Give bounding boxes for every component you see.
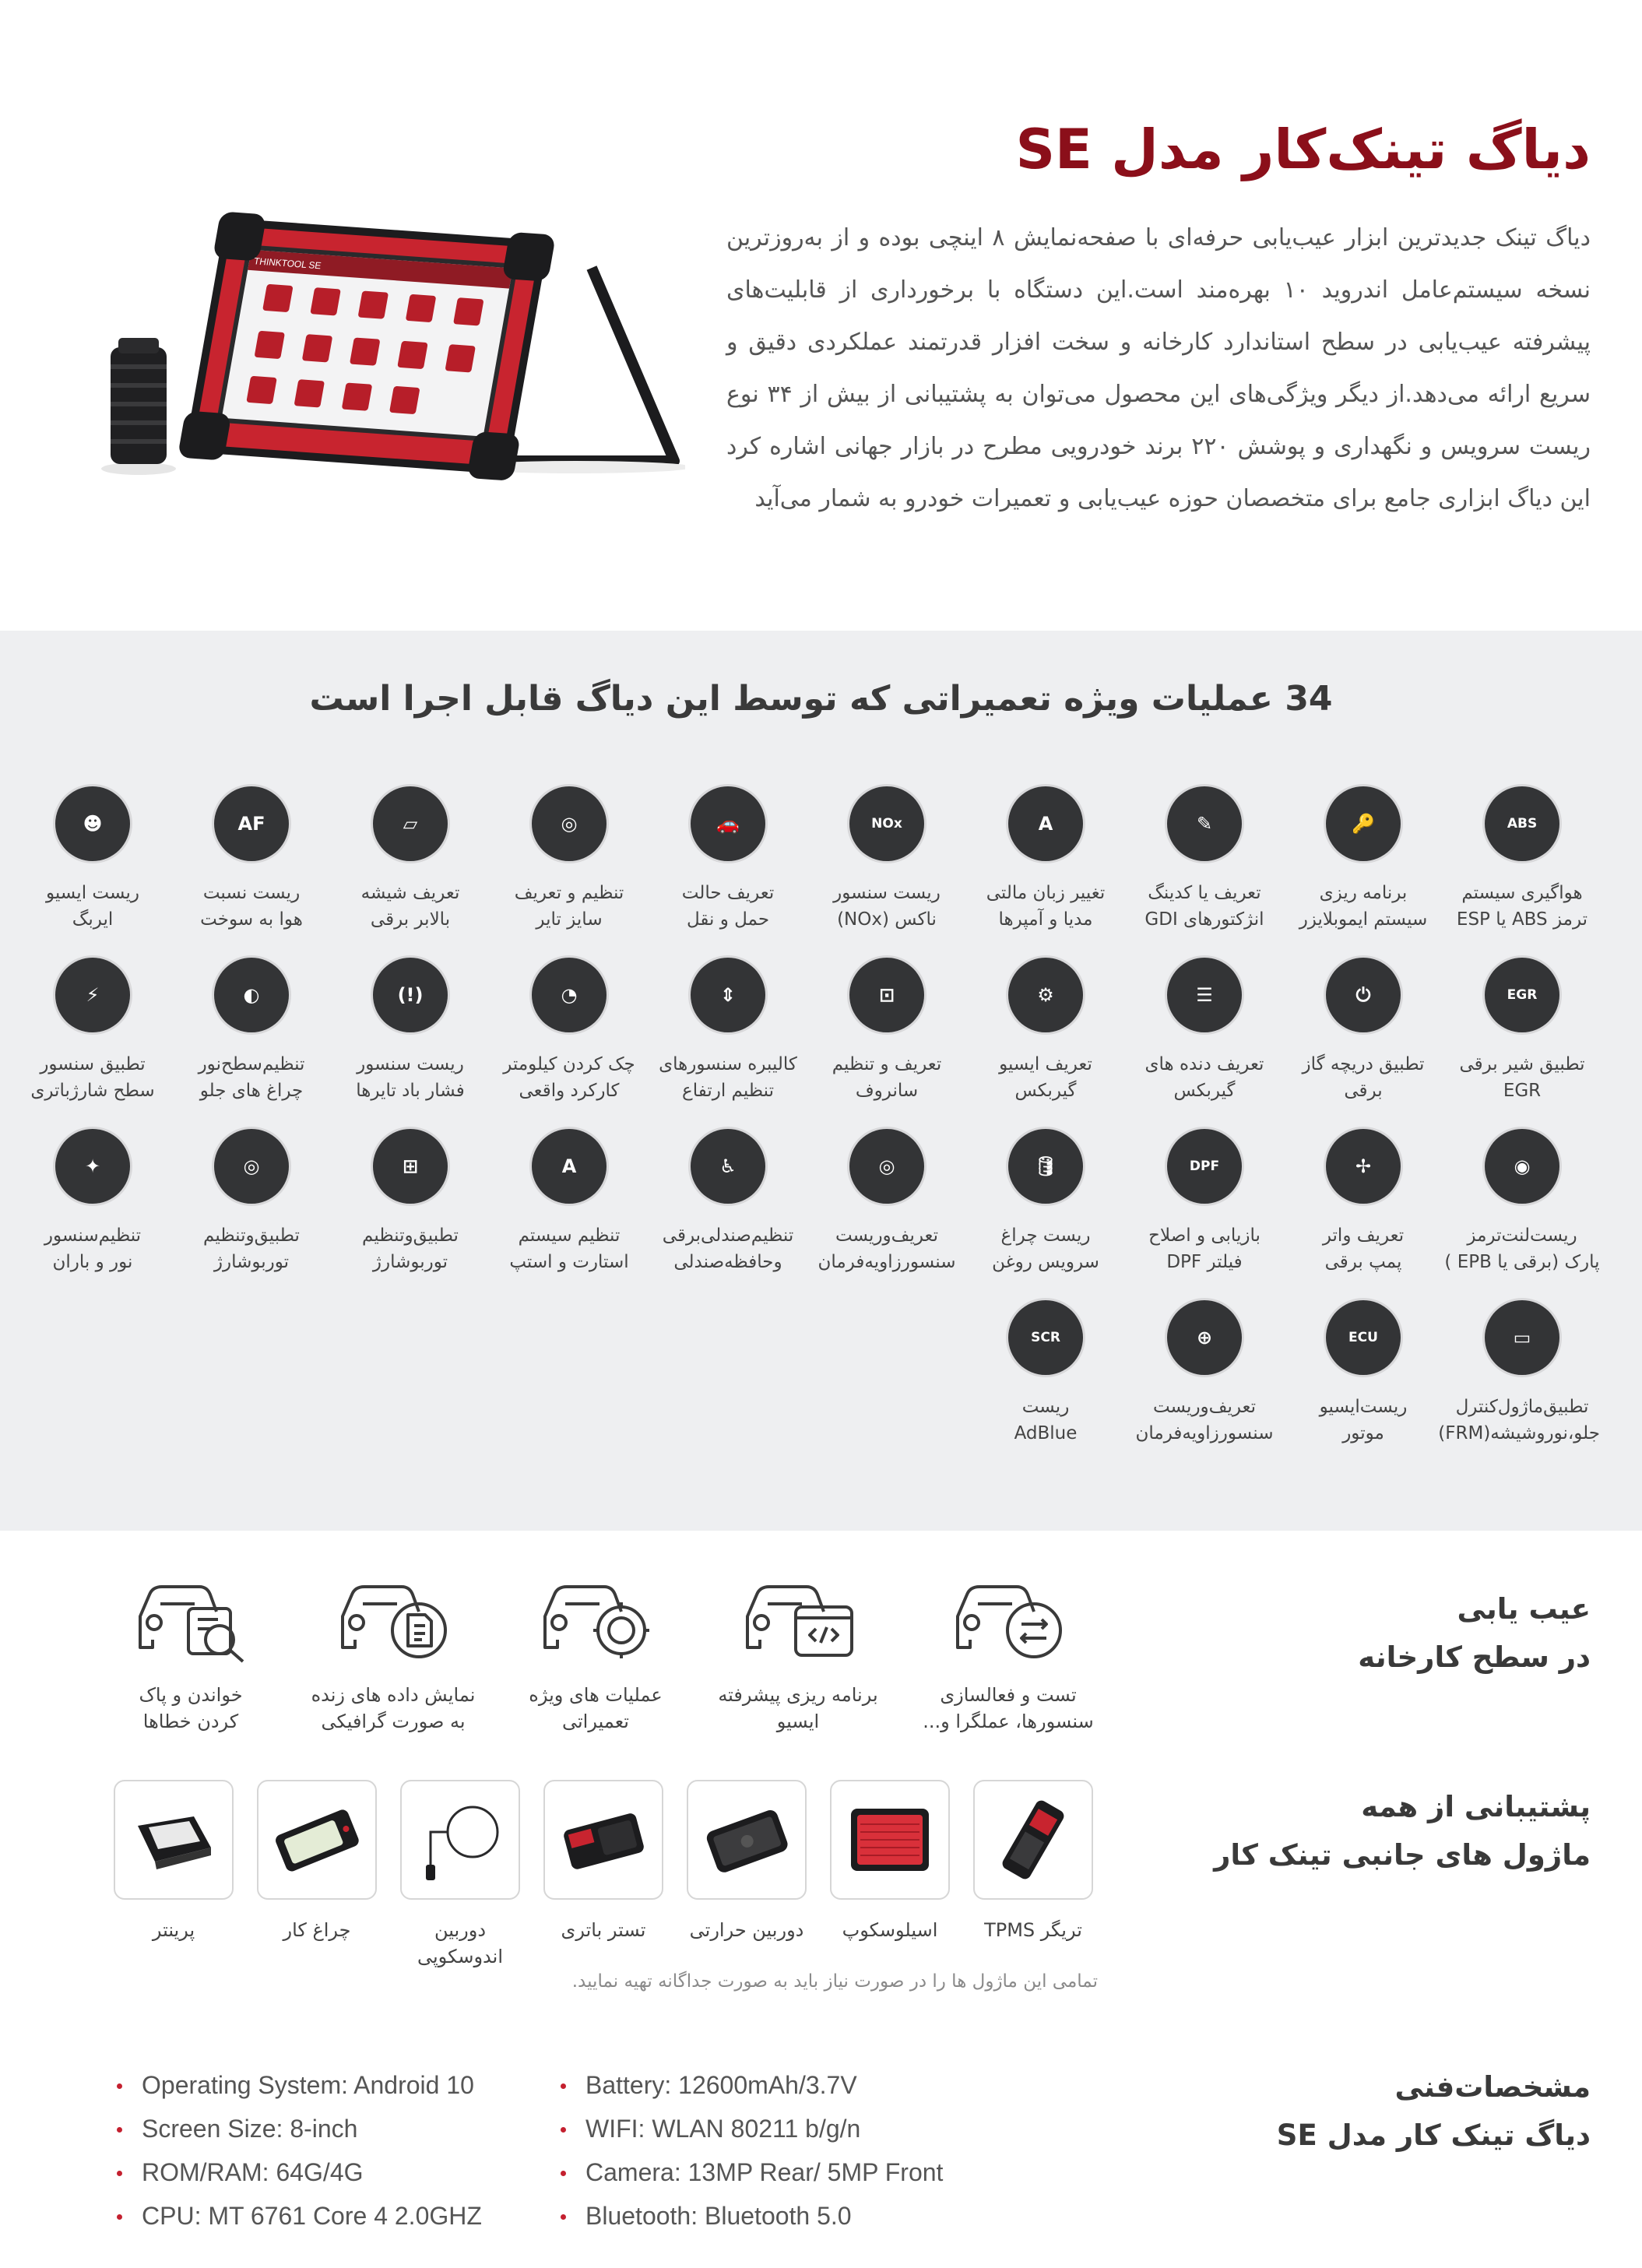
turbo-icon: ⊞	[373, 1129, 448, 1204]
abs-icon: ABS	[1485, 786, 1559, 861]
printer-icon	[127, 1793, 220, 1886]
operation-label: ریست نسبت هوا به سوخت	[200, 883, 303, 930]
egr-icon: EGR	[1485, 958, 1559, 1032]
operation-item	[1125, 958, 1284, 1129]
operations-title: 34 عملیات ویژه تعمیراتی که توسط این دیاگ قابل اجرا است	[309, 679, 1333, 719]
operation-label: تطبیق دریچه گاز برقی	[1302, 1054, 1425, 1101]
product-title: دیاگ تینک‌کار مدل SE	[1015, 118, 1591, 181]
operation-item	[490, 958, 649, 1129]
operation-label: تنظیم‌سطح‌نور چراغ های جلو	[198, 1054, 305, 1101]
diagnosis-features	[93, 1573, 1106, 1752]
operation-label: بازیابی و اصلاح فیلتر DPF	[1148, 1225, 1261, 1272]
operation-label: تطبیق سنسور سطح شارژ‌باتری	[30, 1054, 155, 1101]
operations-grid	[13, 786, 1602, 1472]
module-item	[400, 1780, 520, 1970]
module-item	[257, 1780, 377, 1943]
operation-item	[1443, 958, 1602, 1129]
operation-label: تعریف یا کدینگ انژکتورهای GDI	[1144, 883, 1264, 930]
operations-section	[0, 631, 1642, 1531]
operation-item	[807, 786, 966, 958]
operation-label: ریست‌لنت‌ترمز پارک (برقی یا EPB )	[1444, 1225, 1600, 1272]
module-item	[543, 1780, 663, 1943]
auto-start-stop-icon: A	[532, 1129, 607, 1204]
car-document-icon	[335, 1573, 452, 1665]
water-pump-icon: ✢	[1326, 1129, 1401, 1204]
feature-item	[701, 1573, 895, 1735]
thermal-camera-icon	[700, 1793, 793, 1886]
operation-item	[966, 1300, 1125, 1472]
oscilloscope-icon	[843, 1793, 937, 1886]
operation-label: تنظیم‌صندلی‌برقی و‌حافظه‌صندلی	[662, 1225, 794, 1272]
module-label: تستر باتری	[561, 1919, 646, 1941]
operation-item	[13, 958, 172, 1129]
operation-item	[1438, 1300, 1602, 1472]
operation-label: تنظیم‌سنسور نور و باران	[44, 1225, 142, 1272]
dpf-icon: DPF	[1167, 1129, 1242, 1204]
operation-item	[1125, 1129, 1284, 1300]
operation-item	[172, 958, 331, 1129]
car-actuator-icon	[950, 1573, 1067, 1665]
device-brand: THINKTOOL SE	[253, 255, 322, 272]
operation-item	[13, 786, 172, 958]
operation-item	[966, 958, 1125, 1129]
module-label: پرینتر	[152, 1919, 195, 1941]
gear-shift-icon: ☰	[1167, 958, 1242, 1032]
af-icon: AF	[214, 786, 289, 861]
product-description: دیاگ تینک جدیدترین ابزار عیب‌یابی حرفه‌ای با صفحه‌نمایش ۸ اینچی بوده و از به‌روزترین نسخه سیستم‌عامل اندروید ۱۰ بهره‌مند است.این دستگاه با برخورداری از قابلیت‌های پیشرفته عیب‌یابی در سطح استاندارد کارخانه و سخت افزار قدرتمند عملکردی دقیق و سریع ارائه می‌دهد.از دیگر ویژگی‌های این محصول می‌توان به پشتیبانی از بیش از ۳۴ نوع ریست سرویس و نگهداری و پوشش ۲۲۰ برند خودرویی مطرح در بازار جهانی اشاره کرد این دیاگ ابزاری جامع برای متخصصان حوزه عیب‌یابی و تعمیرات خودرو به شمار می‌آید	[726, 224, 1591, 512]
steering-sensor-icon: ⊕	[1167, 1300, 1242, 1375]
endoscope-icon	[413, 1793, 507, 1886]
operation-item	[1125, 786, 1284, 958]
tpms-trigger-icon	[986, 1793, 1080, 1886]
spec-item: Bluetooth: Bluetooth 5.0	[559, 2194, 1042, 2238]
scr-icon: SCR	[1008, 1300, 1083, 1375]
operation-label: تعریف شیشه بالابر برقی	[360, 883, 460, 930]
operation-label: تعریف ایسیو گیربکس	[999, 1054, 1092, 1101]
modules-heading: پشتیبانی از همه ماژول های جانبی تینک کار	[1214, 1790, 1591, 1872]
turbo-icon-2: ◎	[214, 1129, 289, 1204]
module-item	[973, 1780, 1093, 1943]
operation-label: تطبیق‌و‌تنظیم توربو‌شارژ	[203, 1225, 300, 1272]
module-label: تریگر TPMS	[984, 1919, 1082, 1941]
diagnosis-heading: عیب یابی در سطح کارخانه	[1358, 1592, 1591, 1674]
modules-row	[114, 1780, 1095, 1967]
operation-label: تعریف واتر پمپ برقی	[1322, 1225, 1405, 1272]
throttle-icon: ⏻	[1326, 958, 1401, 1032]
spec-item: Battery: 12600mAh/3.7V	[559, 2063, 1042, 2107]
operation-item	[649, 958, 807, 1129]
module-item	[687, 1780, 807, 1943]
operation-item	[649, 1129, 807, 1300]
operation-label: ریست سنسور ناکس (NOx)	[833, 883, 941, 930]
battery-tester-icon	[557, 1793, 650, 1886]
sunroof-icon: ⊡	[849, 958, 924, 1032]
specs-list-left	[115, 2063, 551, 2238]
operation-label: ریست AdBlue	[1014, 1397, 1078, 1443]
operation-item	[807, 1129, 966, 1300]
language-icon: A	[1008, 786, 1083, 861]
operation-label: هواگیری سیستم ترمز ABS یا ESP	[1456, 883, 1588, 930]
seat-icon: ♿	[691, 1129, 765, 1204]
operation-item	[1443, 1129, 1602, 1300]
tablet-device-icon	[178, 211, 556, 480]
operation-label: تنظیم و تعریف سایز تایر	[514, 883, 624, 930]
specs-heading: مشخصات‌فنی دیاگ تینک کار مدل SE	[1276, 2070, 1591, 2152]
spec-item: Camera: 13MP Rear/ 5MP Front	[559, 2150, 1042, 2194]
oil-icon: 🛢	[1008, 1129, 1083, 1204]
spec-item: CPU: MT 6761 Core 4 2.0GHZ	[115, 2194, 551, 2238]
nox-icon: NOx	[849, 786, 924, 861]
car-service-icon	[537, 1573, 654, 1665]
feature-label: برنامه ریزی پیشرفته ایسیو	[718, 1684, 878, 1732]
specs-list-right	[559, 2063, 1042, 2238]
car-code-icon	[740, 1573, 856, 1665]
gearbox-ecu-icon: ⚙	[1008, 958, 1083, 1032]
operation-item	[966, 786, 1125, 958]
airbag-icon: ☻	[55, 786, 130, 861]
headlight-icon: ◐	[214, 958, 289, 1032]
operation-item	[966, 1129, 1125, 1300]
hero-section	[0, 0, 1642, 631]
feature-label: خواندن و پاک کردن خطاها	[139, 1684, 243, 1732]
operation-label: ریست‌ایسیو موتور	[1319, 1397, 1408, 1443]
operation-item	[1284, 1300, 1443, 1472]
operation-label: ریست چراغ سرویس روغن	[992, 1225, 1099, 1272]
module-item	[114, 1780, 234, 1943]
operation-item	[649, 786, 807, 958]
tire-icon: ◎	[532, 786, 607, 861]
rain-light-sensor-icon: ✦	[55, 1129, 130, 1204]
operation-label: تعریف حالت حمل و نقل	[681, 883, 775, 930]
height-sensor-icon: ⇕	[691, 958, 765, 1032]
window-icon: ▱	[373, 786, 448, 861]
operation-item	[1284, 786, 1443, 958]
operation-item	[331, 786, 490, 958]
frm-icon: ▭	[1485, 1300, 1559, 1375]
operation-label: تطبیق‌و‌تنظیم توربو‌شارژ	[362, 1225, 459, 1272]
car-percent-icon	[132, 1573, 249, 1665]
ecu-icon: ECU	[1326, 1300, 1401, 1375]
operation-item	[1443, 786, 1602, 958]
brake-pad-icon: ◉	[1485, 1129, 1559, 1204]
spec-item: WIFI: WLAN 80211 b/g/n	[559, 2107, 1042, 2150]
injector-icon: ✎	[1167, 786, 1242, 861]
feature-label: نمایش داده های زنده به صورت گرافیکی	[311, 1684, 476, 1732]
spec-item: Operating System: Android 10	[115, 2063, 551, 2107]
feature-item	[498, 1573, 693, 1735]
feature-label: عملیات های ویژه تعمیراتی	[529, 1684, 663, 1732]
operation-label: تعریف‌و‌ریست سنسور‌زاویه‌فرمان	[817, 1225, 956, 1272]
operation-item	[172, 1129, 331, 1300]
module-label: چراغ کار	[283, 1919, 351, 1941]
operation-item	[1125, 1300, 1284, 1472]
module-label: اسیلوسکوپ	[842, 1919, 938, 1941]
operation-item	[1284, 1129, 1443, 1300]
operation-label: تغییر زبان مالتی مدیا و آمپرها	[986, 883, 1106, 930]
spec-item: ROM/RAM: 64G/4G	[115, 2150, 551, 2194]
operation-item	[1284, 958, 1443, 1129]
module-label: دوربین حرارتی	[689, 1919, 804, 1941]
operation-label: تعریف‌و‌ریست سنسور‌زاویه‌فرمان	[1135, 1397, 1274, 1443]
operation-label: برنامه ریزی سیستم ایموبلایزر	[1299, 883, 1428, 930]
tpms-icon: (!)	[373, 958, 448, 1032]
operation-label: تطبیق شیر برقی EGR	[1459, 1054, 1585, 1101]
module-label: دوربین اندوسکوپی	[417, 1919, 503, 1967]
work-light-icon	[270, 1793, 364, 1886]
product-image	[93, 202, 685, 498]
operation-item	[172, 786, 331, 958]
odometer-icon: ◔	[532, 958, 607, 1032]
operation-item	[490, 786, 649, 958]
operation-item	[13, 1129, 172, 1300]
vci-dongle-icon	[101, 338, 176, 475]
operation-label: ریست سنسور فشار باد تایرها	[356, 1054, 465, 1101]
car-key-icon: 🔑	[1326, 786, 1401, 861]
operation-label: کالیبره سنسورهای تنظیم ارتفاع	[659, 1054, 797, 1101]
modules-note: تمامی این ماژول ها را در صورت نیاز باید به صورت جداگانه تهیه نمایید.	[571, 1971, 1098, 1992]
operation-item	[331, 1129, 490, 1300]
operation-item	[490, 1129, 649, 1300]
operation-label: تنظیم سیستم استارت و استپ	[509, 1225, 629, 1272]
operation-item	[807, 958, 966, 1129]
feature-item	[296, 1573, 490, 1735]
battery-icon: ⚡	[55, 958, 130, 1032]
operation-label: چک کردن کیلومتر کارکرد واقعی	[503, 1054, 635, 1101]
feature-item	[911, 1573, 1106, 1735]
operation-item	[331, 958, 490, 1129]
car-transport-icon: 🚗	[691, 786, 765, 861]
module-item	[830, 1780, 950, 1943]
operation-label: تعریف و تنظیم سانروف	[832, 1054, 942, 1101]
feature-label: تست و فعالسازی سنسورها، عملگرا و...	[923, 1684, 1094, 1732]
steering-angle-icon: ◎	[849, 1129, 924, 1204]
operation-label: تعریف دنده های گیربکس	[1144, 1054, 1264, 1101]
operation-label: تطبیق‌ماژول‌کنترل جلو،‌نور‌و‌شیشه(FRM)	[1438, 1397, 1600, 1443]
operation-label: ریست ایسیو ایربگ	[45, 883, 140, 930]
spec-item: Screen Size: 8-inch	[115, 2107, 551, 2150]
feature-item	[93, 1573, 288, 1735]
